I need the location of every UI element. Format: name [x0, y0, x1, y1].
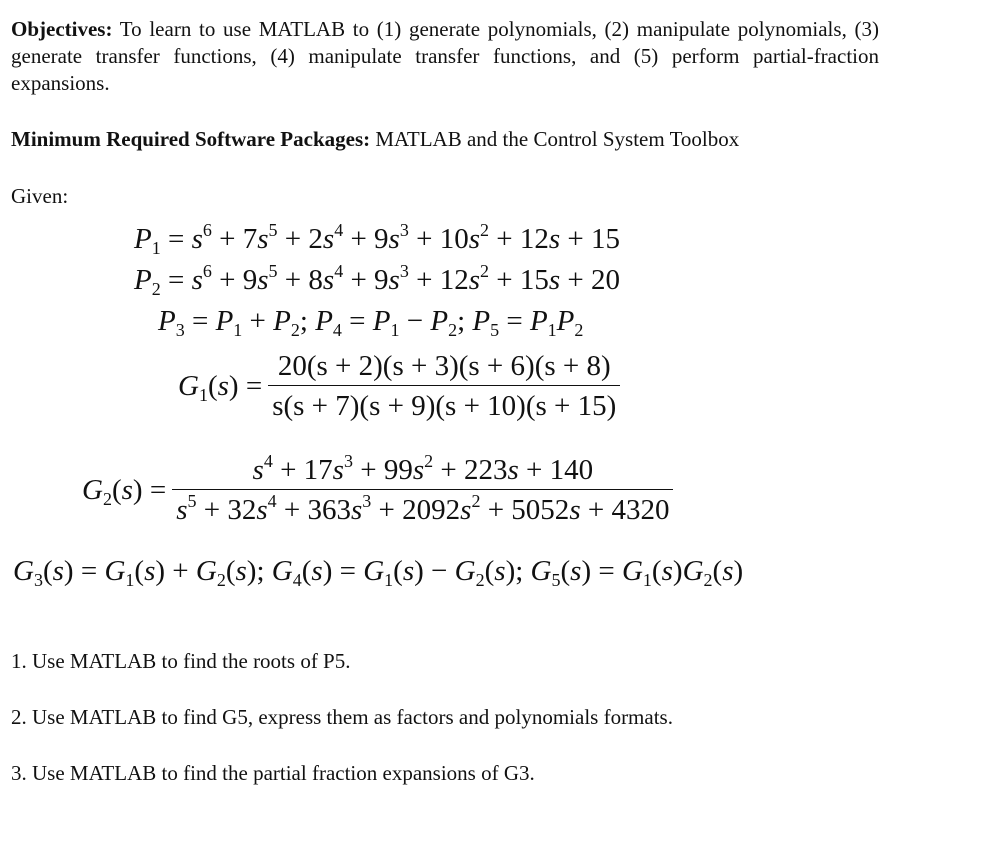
software-text: MATLAB and the Control System Toolbox	[375, 127, 740, 151]
objectives-text: To learn to use MATLAB to (1) generate polynomials, (2) manipulate polynomials, (3) generate transfer functions, (4) manipulate transfer functions, and (5) perform partial-fraction expansions.	[11, 17, 879, 95]
given-label: Given:	[11, 184, 69, 208]
equation-p2: $P_2 = s^6 + 9s^5 + 8s^4 + 9s^3 + 12s^2 + 15s + 20$	[134, 261, 621, 299]
g2-numerator: $s^4 + 17s^3 + 99s^2 + 223s + 140$	[252, 451, 594, 486]
g1-denominator: s(s + 7)(s + 9)(s + 10)(s + 15)	[268, 385, 620, 423]
equation-p3-p4-p5: $P_3 = P_1 + P_2$; $P_4 = P_1 - P_2$; $P_5 = P_1P_2$	[158, 305, 584, 340]
objectives-paragraph	[11, 16, 879, 97]
objectives-label: Objectives:	[11, 17, 113, 41]
g1-numerator: 20(s + 2)(s + 3)(s + 6)(s + 8)	[277, 350, 611, 382]
equation-g2: $G_2(s)$ = $\frac{s^4 + 17s^3 + 99s^2 + 223s + 140}{s^5 + 32s^4 + 363s^3 + 2092s^2 + 5052s + 4320}$	[82, 454, 673, 527]
equation-p1: $P_1 = s^6 + 7s^5 + 2s^4 + 9s^3 + 10s^2 + 12s + 15$	[134, 220, 621, 258]
software-label: Minimum Required Software Packages:	[11, 127, 371, 151]
g2-denominator: $s^5 + 32s^4 + 363s^3 + 2092s^2 + 5052s + 4320$	[172, 489, 673, 527]
question-1: 1. Use MATLAB to find the roots of P5.	[11, 649, 351, 673]
question-3: 3. Use MATLAB to find the partial fraction expansions of G3.	[11, 761, 535, 785]
software-paragraph	[11, 126, 739, 153]
equation-g3-g4-g5: $G_3(s) = G_1(s) + G_2(s)$; $G_4(s) = G_1(s) - G_2(s)$; $G_5(s) = G_1(s)G_2(s)$	[13, 555, 744, 590]
equation-g1: $G_1(s)$ = $\frac{20(s + 2)(s + 3)(s + 6)(s + 8)}{s(s + 7)(s + 9)(s + 10)(s + 15)}$	[178, 350, 620, 423]
question-2: 2. Use MATLAB to find G5, express them as factors and polynomials formats.	[11, 705, 673, 729]
